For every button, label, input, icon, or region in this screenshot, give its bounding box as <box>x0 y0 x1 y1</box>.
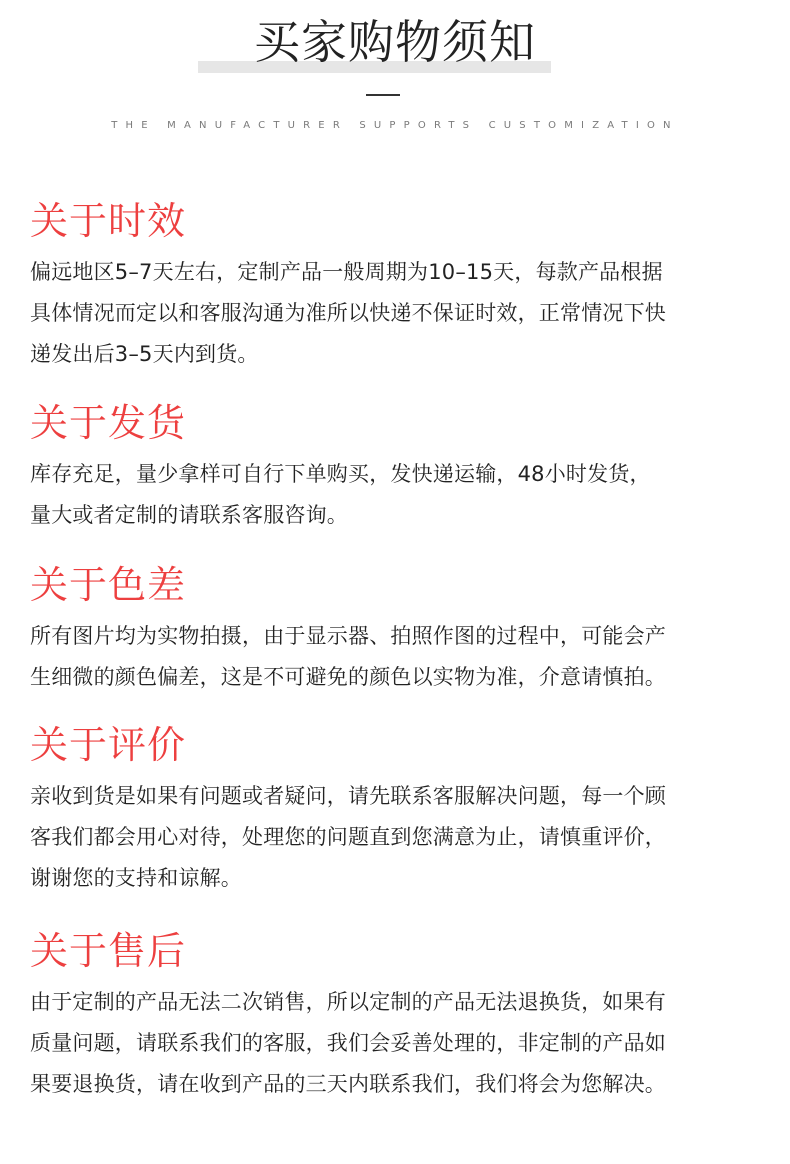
section-body: 所有图片均为实物拍摄，由于显示器、拍照作图的过程中，可能会产 生细微的颜色偏差，这是不可避免的颜色以实物为准，介意请慎拍。 <box>30 624 666 689</box>
section-reviews <box>30 720 770 899</box>
section-heading: 关于评价 <box>30 723 187 767</box>
section-heading: 关于售后 <box>30 929 187 973</box>
section-heading: 关于发货 <box>30 401 187 445</box>
section-heading: 关于色差 <box>30 563 187 607</box>
section-heading: 关于时效 <box>30 199 187 243</box>
section-shipping <box>30 398 770 536</box>
section-timeliness <box>30 196 770 375</box>
page-title: 买家购物须知 <box>254 15 536 69</box>
page-subtitle: THE MANUFACTURER SUPPORTS CUSTOMIZATION <box>111 120 679 131</box>
section-after-sales <box>30 926 770 1105</box>
section-color-difference <box>30 560 770 698</box>
section-body: 由于定制的产品无法二次销售，所以定制的产品无法退换货，如果有 质量问题，请联系我们的客服，我们会妥善处理的，非定制的产品如 果要退换货，请在收到产品的三天内联系我们，我们将会为您解决。 <box>30 990 666 1096</box>
section-body: 亲收到货是如果有问题或者疑问，请先联系客服解决问题，每一个顾 客我们都会用心对待，处理您的问题直到您满意为止，请慎重评价， 谢谢您的支持和谅解。 <box>30 784 666 890</box>
section-body: 偏远地区5–7天左右，定制产品一般周期为10–15天，每款产品根据 具体情况而定以和客服沟通为准所以快递不保证时效，正常情况下快 递发出后3–5天内到货。 <box>30 260 666 366</box>
page-header <box>0 0 790 150</box>
section-body: 库存充足，量少拿样可自行下单购买，发快递运输，48小时发货， 量大或者定制的请联系客服咨询。 <box>30 462 651 527</box>
title-divider <box>366 94 400 96</box>
